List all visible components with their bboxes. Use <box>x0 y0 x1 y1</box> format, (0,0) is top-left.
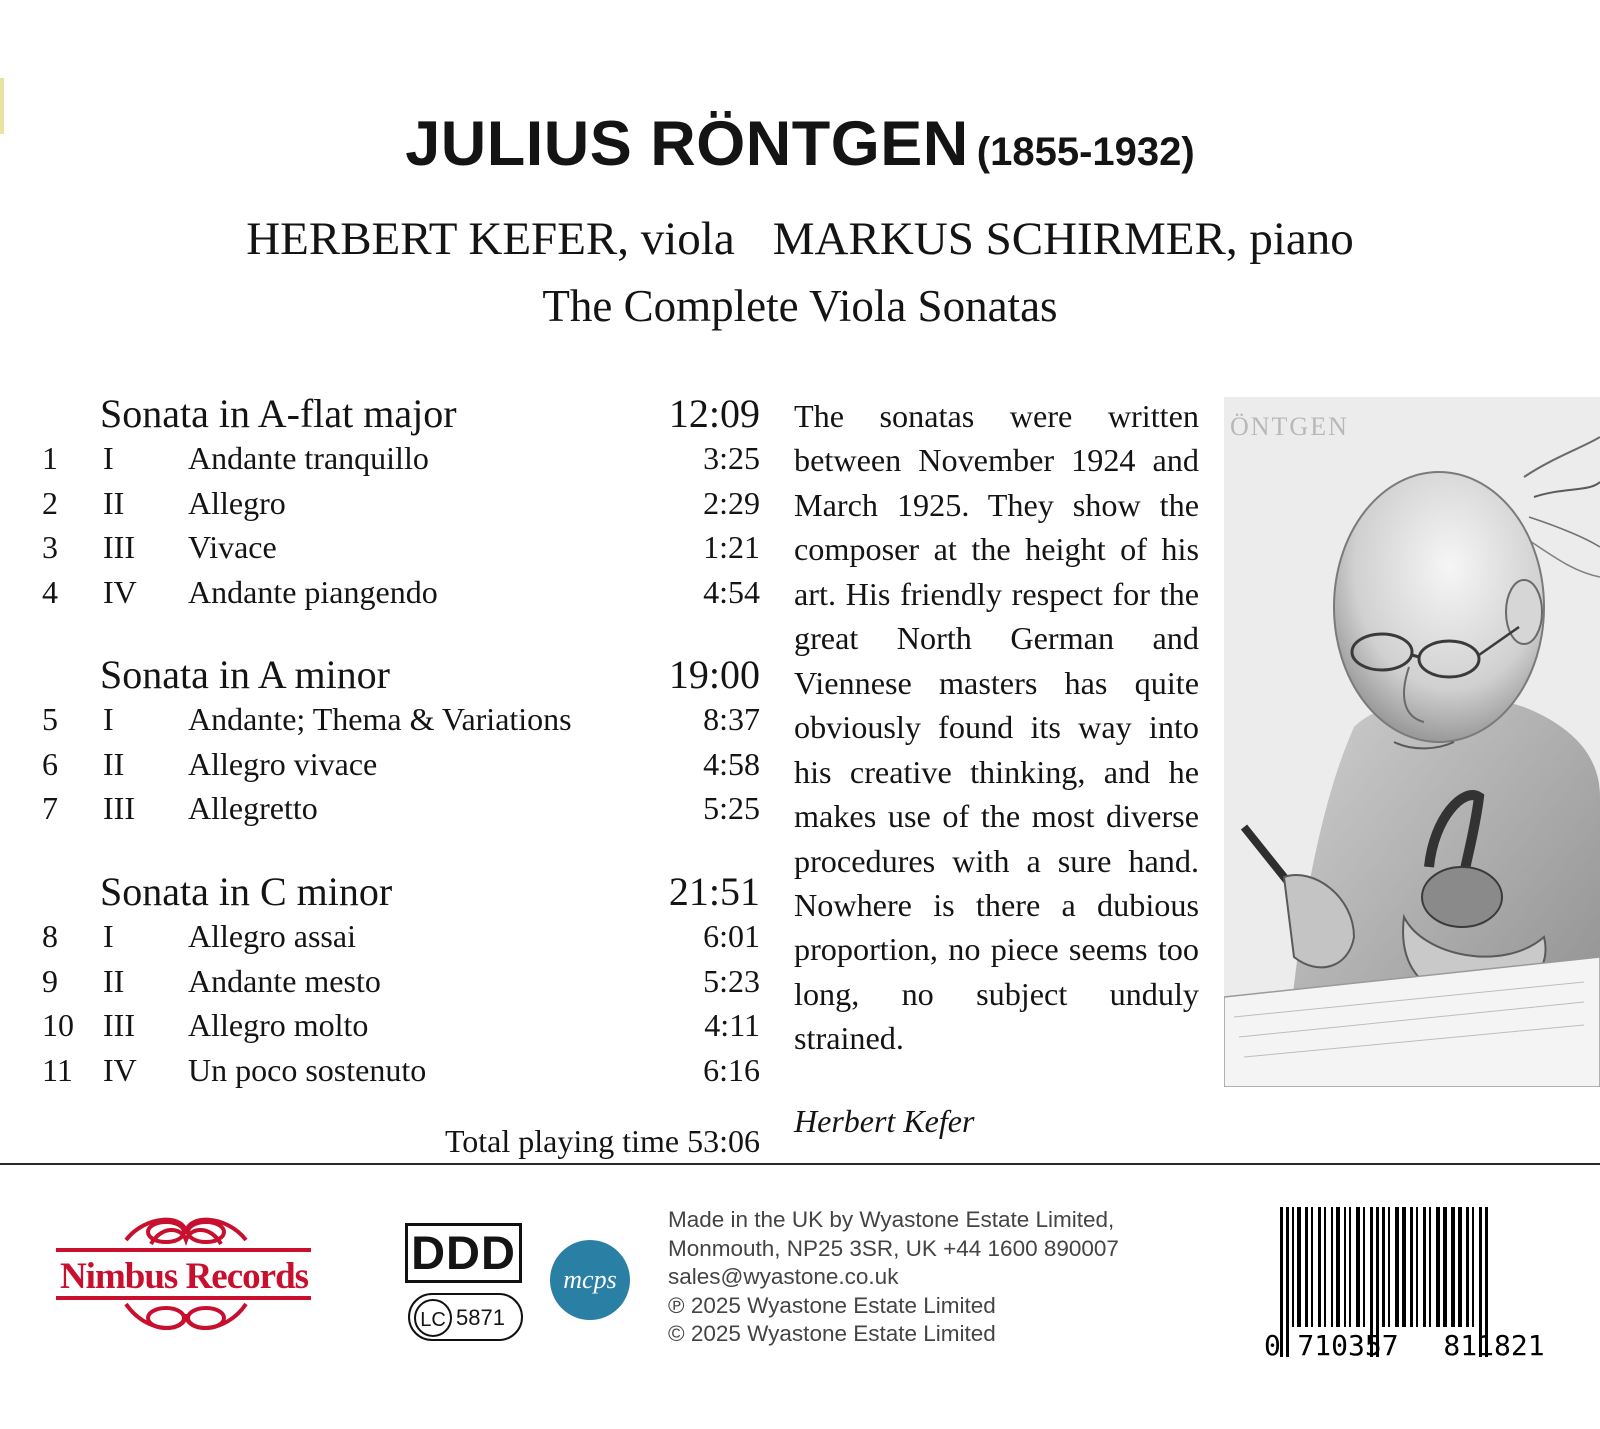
performer-viola: HERBERT KEFER, viola <box>246 213 735 265</box>
track-number: 7 <box>42 790 58 827</box>
track-title: Allegretto <box>188 790 318 827</box>
barcode-bar <box>1388 1207 1390 1327</box>
sonata-duration: 21:51 <box>668 869 760 914</box>
track-number: 10 <box>42 1007 74 1044</box>
label-logo-text: Nimbus Records <box>59 1256 309 1297</box>
movement-number: III <box>103 1007 135 1044</box>
track-number: 9 <box>42 962 58 999</box>
sonata-duration: 19:00 <box>668 652 760 697</box>
lc-number: 5871 <box>456 1305 505 1331</box>
track-number: 1 <box>42 440 58 476</box>
barcode-bar <box>1331 1207 1333 1327</box>
barcode-bar <box>1363 1207 1365 1327</box>
sonata-title: Sonata in C minor <box>100 869 393 914</box>
barcode-bar <box>1318 1207 1321 1327</box>
track-row <box>0 701 760 746</box>
label-code-badge <box>408 1293 523 1341</box>
composer-portrait-sketch <box>1224 397 1600 1087</box>
album-title: The Complete Viola Sonatas <box>542 281 1058 331</box>
track-title: Allegro molto <box>188 1007 369 1044</box>
track-duration: 4:11 <box>704 1007 760 1044</box>
track-number: 6 <box>42 745 58 782</box>
track-row <box>0 1007 760 1052</box>
track-title: Allegro vivace <box>188 745 378 782</box>
track-row <box>0 440 760 485</box>
footer-divider <box>0 1163 1600 1165</box>
track-number: 8 <box>42 918 58 954</box>
barcode-bar <box>1305 1207 1308 1327</box>
track-number: 11 <box>42 1051 73 1088</box>
barcode-bar <box>1324 1207 1326 1327</box>
barcode-bar <box>1311 1207 1313 1327</box>
liner-notes: The sonatas were written between November 1924 and March 1925. They show the composer at the height of his art. His friendly respect for the great North German and Viennese masters has quite obviously found its way into his creative thinking, and he makes use of the most diverse procedures with a sure hand. Nowhere is there a dubious proportion, no piece seems too long, no subject unduly strained. <box>794 398 1199 1057</box>
movement-number: IV <box>103 573 137 610</box>
credit-phonographic-copyright: ℗ 2025 Wyastone Estate Limited <box>668 1292 996 1318</box>
barcode-digits-right: 811821 <box>1443 1329 1545 1362</box>
sonata-title: Sonata in A-flat major <box>100 391 457 436</box>
barcode-bar <box>1349 1207 1351 1327</box>
credit-copyright: © 2025 Wyastone Estate Limited <box>668 1321 996 1346</box>
barcode-bar <box>1336 1207 1340 1327</box>
track-duration: 5:25 <box>703 790 760 827</box>
barcode-bar <box>1395 1207 1399 1327</box>
sonata-header <box>0 868 760 918</box>
movement-number: I <box>103 440 114 476</box>
track-number: 5 <box>42 701 58 737</box>
track-duration: 6:01 <box>703 918 760 954</box>
barcode-bar <box>1466 1207 1469 1327</box>
sonata-header <box>0 651 760 701</box>
track-duration: 1:21 <box>703 529 760 566</box>
credit-email: sales@wyastone.co.uk <box>668 1264 899 1289</box>
notes-author: Herbert Kefer <box>794 1103 975 1139</box>
movement-number: III <box>103 529 135 566</box>
total-playing-time: Total playing time 53:06 <box>444 1123 760 1159</box>
credit-line: Monmouth, NP25 3SR, UK +44 1600 890007 <box>668 1235 1119 1261</box>
barcode-bar <box>1297 1207 1301 1327</box>
track-duration: 6:16 <box>703 1051 760 1088</box>
track-title: Andante; Thema & Variations <box>188 701 572 737</box>
barcode-bar <box>1356 1207 1360 1327</box>
barcode-bar <box>1472 1207 1474 1327</box>
barcode-bar <box>1443 1207 1447 1327</box>
track-title: Andante tranquillo <box>188 440 429 476</box>
barcode-digit-first: 0 <box>1264 1329 1281 1362</box>
performers-line <box>0 212 1600 266</box>
sonata-duration: 12:09 <box>668 391 760 436</box>
barcode-bar <box>1410 1207 1413 1327</box>
track-row <box>0 529 760 574</box>
track-number: 3 <box>42 529 58 566</box>
track-row <box>0 963 760 1008</box>
barcode <box>1260 1203 1580 1363</box>
barcode-bar <box>1423 1207 1426 1327</box>
movement-number: II <box>103 962 125 999</box>
barcode-bar <box>1382 1207 1385 1327</box>
track-title: Allegro <box>188 484 286 521</box>
sonata-section <box>0 651 760 835</box>
track-duration: 4:58 <box>703 745 760 782</box>
barcode-bar <box>1402 1207 1406 1327</box>
movement-number: I <box>103 918 114 954</box>
composer-dates: (1855-1932) <box>976 130 1195 174</box>
sonata-header <box>0 390 760 440</box>
barcode-bar <box>1286 1207 1289 1357</box>
nimbus-records-logo <box>56 1212 316 1342</box>
ddd-badge: DDD <box>405 1223 522 1283</box>
credit-line: Made in the UK by Wyastone Estate Limited, <box>668 1207 1115 1232</box>
sonata-title: Sonata in A minor <box>100 652 390 697</box>
track-row <box>0 574 760 619</box>
track-title: Allegro assai <box>188 918 356 954</box>
sonata-section <box>0 868 760 1096</box>
composer-heading <box>0 108 1600 180</box>
track-title: Un poco sostenuto <box>188 1051 427 1088</box>
track-title: Andante piangendo <box>188 573 438 610</box>
track-number: 2 <box>42 484 58 521</box>
barcode-bar <box>1292 1207 1294 1327</box>
track-row <box>0 790 760 835</box>
barcode-digits-left: 710357 <box>1297 1329 1399 1362</box>
publisher-credits <box>668 1206 1119 1349</box>
track-title: Andante mesto <box>188 962 381 999</box>
track-row <box>0 746 760 791</box>
movement-number: III <box>103 790 135 827</box>
composer-name: JULIUS RÖNTGEN <box>405 109 969 179</box>
barcode-bar <box>1451 1207 1455 1327</box>
track-duration: 3:25 <box>703 440 760 476</box>
track-row <box>0 918 760 963</box>
track-title: Vivace <box>188 529 277 566</box>
movement-number: I <box>103 701 114 737</box>
performer-piano: MARKUS SCHIRMER, piano <box>772 213 1354 265</box>
movement-number: II <box>103 745 125 782</box>
track-row <box>0 1052 760 1097</box>
barcode-bar <box>1344 1207 1346 1327</box>
barcode-bar <box>1458 1207 1462 1327</box>
mcps-logo: mcps <box>550 1240 630 1320</box>
lc-prefix: LC <box>414 1299 452 1337</box>
track-duration: 8:37 <box>703 701 760 737</box>
sonata-section <box>0 390 760 618</box>
track-duration: 4:54 <box>703 573 760 610</box>
movement-number: II <box>103 484 125 521</box>
barcode-bar <box>1416 1207 1418 1327</box>
barcode-bar <box>1436 1207 1440 1327</box>
track-row <box>0 485 760 530</box>
movement-number: IV <box>103 1051 137 1088</box>
track-duration: 2:29 <box>703 484 760 521</box>
barcode-bar <box>1429 1207 1431 1327</box>
portrait-caption: ÖNTGEN <box>1230 412 1349 441</box>
track-number: 4 <box>42 573 58 610</box>
track-duration: 5:23 <box>703 962 760 999</box>
